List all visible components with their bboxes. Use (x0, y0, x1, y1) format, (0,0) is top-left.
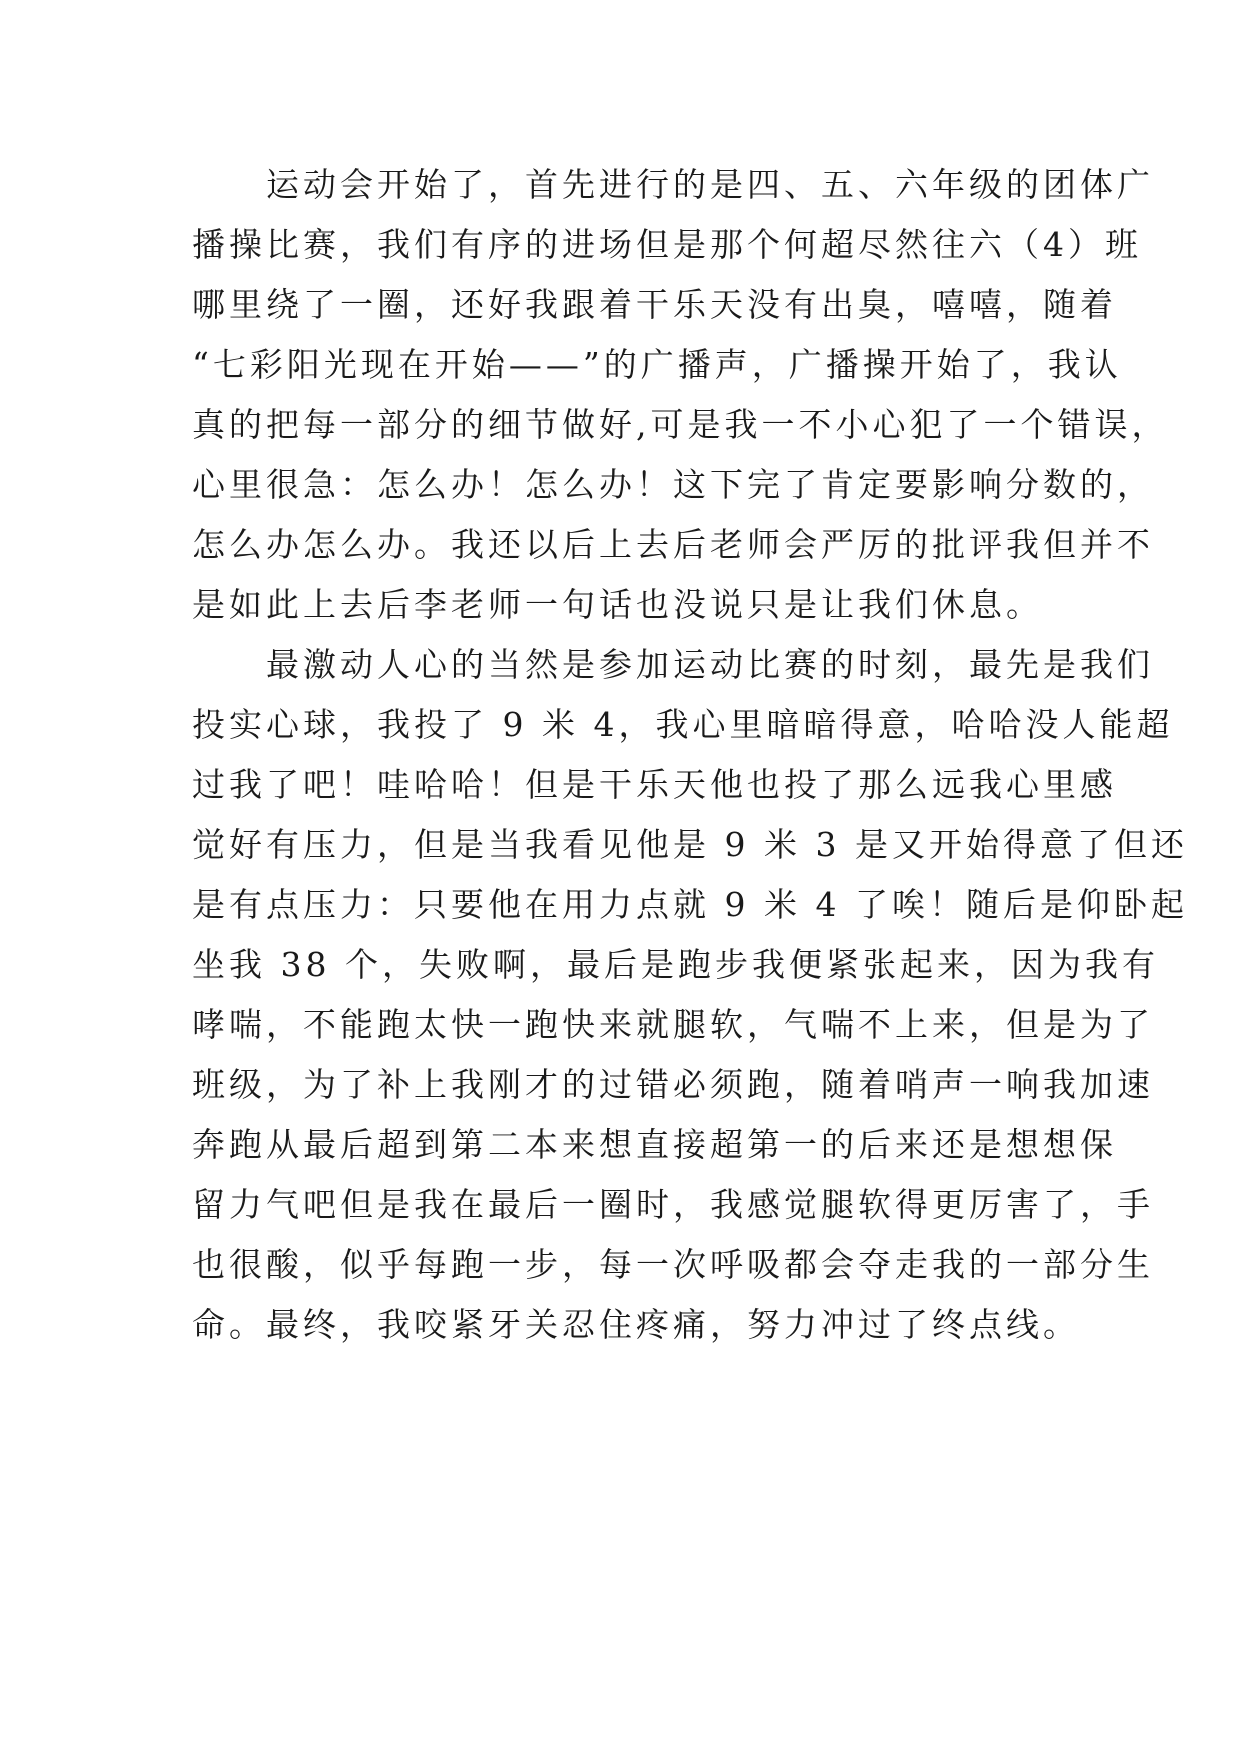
text-line: 也很酸，似乎每跑一步，每一次呼吸都会夺走我的一部分生 (192, 1245, 1154, 1284)
text-line: 班级，为了补上我刚才的过错必须跑，随着哨声一响我加速 (192, 1065, 1154, 1104)
text-line: 是有点压力：只要他在用力点就 9 米 4 了唉！随后是仰卧起 (192, 885, 1188, 924)
text-line: 运动会开始了，首先进行的是四、五、六年级的团体广 (192, 165, 1154, 204)
text-line: 留力气吧但是我在最后一圈时，我感觉腿软得更厉害了，手 (192, 1185, 1154, 1224)
text-line: 播操比赛，我们有序的进场但是那个何超尽然往六（4）班 (192, 225, 1142, 264)
text-line: 奔跑从最后超到第二本来想直接超第一的后来还是想想保 (192, 1125, 1117, 1164)
text-line: 坐我 38 个，失败啊，最后是跑步我便紧张起来，因为我有 (192, 945, 1159, 984)
text-line: 哮喘，不能跑太快一跑快来就腿软，气喘不上来，但是为了 (192, 1005, 1154, 1044)
essay-body (192, 155, 1188, 1355)
text-line: 最激动人心的当然是参加运动比赛的时刻，最先是我们 (192, 645, 1154, 684)
text-line: “七彩阳光现在开始——”的广播声，广播操开始了，我认 (192, 345, 1122, 384)
text-line: 哪里绕了一圈，还好我跟着干乐天没有出臭，嘻嘻，随着 (192, 285, 1117, 324)
text-line: 命。最终，我咬紧牙关忍住疼痛，努力冲过了终点线。 (192, 1305, 1080, 1344)
text-line: 过我了吧！哇哈哈！但是干乐天他也投了那么远我心里感 (192, 765, 1117, 804)
text-line: 觉好有压力，但是当我看见他是 9 米 3 是又开始得意了但还 (192, 825, 1188, 864)
text-line: 心里很急：怎么办！怎么办！这下完了肯定要影响分数的， (192, 465, 1154, 504)
text-line: 怎么办怎么办。我还以后上去后老师会严厉的批评我但并不 (192, 525, 1154, 564)
text-line: 是如此上去后李老师一句话也没说只是让我们休息。 (192, 585, 1043, 624)
text-line: 投实心球，我投了 9 米 4，我心里暗暗得意，哈哈没人能超 (192, 705, 1174, 744)
text-line: 真的把每一部分的细节做好,可是我一不小心犯了一个错误， (192, 405, 1169, 444)
